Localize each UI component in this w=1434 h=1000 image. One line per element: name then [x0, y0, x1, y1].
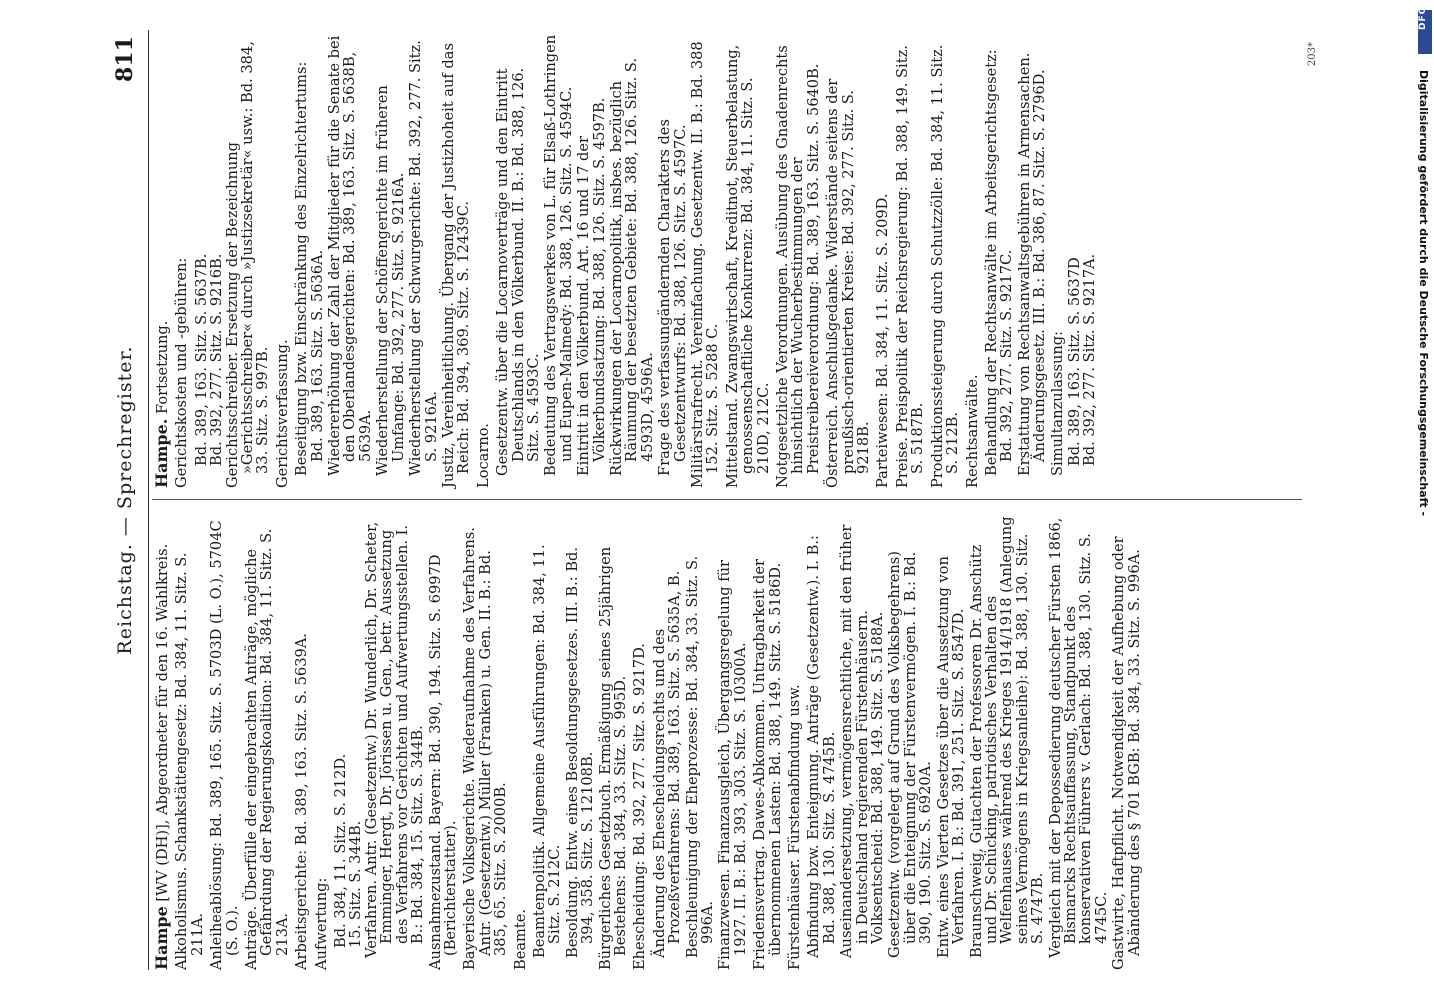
register-entry: Beamtenpolitik. Allgemeine Ausführungen: Bd. 384, 11. Sitz. S. 212C.: [530, 544, 564, 958]
register-entry: Abfindung bzw. Enteignung. Anträge (Gesetzentw.). I. B.: Bd. 388, 130. Sitz. S. 4745B.: [805, 535, 838, 958]
register-entry: Gerichtsschreiber. Ersetzung der Bezeichnung »Gerichtsschreiber« durch »Justizsekretär« usw.: Bd. 384, 33. Sitz. S. 997B.: [223, 41, 272, 488]
page-number: 811: [112, 36, 138, 82]
register-entry: Fürstenhäuser. Fürstenabfindung usw.: [786, 684, 804, 970]
register-entry: Österreich. Anschlußgedanke. Widerstände seitens der preußisch-orientierten Kreise: Bd. 392, 277. Sitz. S. 9218B.: [824, 78, 873, 488]
digitization-notice: Digitalisierung gefördert durch die Deutsche Forschungsgemeinschaft -: [1417, 70, 1430, 517]
register-entry: Militärstrafrecht. Vereinfachung. Gesetzentw. II. B.: Bd. 388 152. Sitz. S. 5288 C.: [689, 41, 722, 488]
register-entry: Aufwertung:: [312, 877, 330, 970]
register-entry: Bayerische Volksgerichte. Wiederaufnahme des Verfahrens. Antr. (Gesetzentw.) Müller (Franken) u. Gen. II. B.: Bd. 385, 65. Sitz. S. 2000B.: [461, 527, 510, 970]
register-entry: Änderung des Ehescheidungsrechts und des Prozeßverfahrens: Bd. 389, 163. Sitz. S. 5635A, B.: [650, 570, 684, 958]
register-entry: Wiedererhöhung der Zahl der Mitglieder für die Senate bei den Oberlandesgerichten: Bd. 389, 163. Sitz. S. 5638B, 5639A.: [326, 35, 374, 476]
register-entry: Besoldung. Entw. eines Besoldungsgesetzes. III. B.: Bd. 394, 358. Sitz. S. 12108B.: [563, 546, 597, 958]
register-entry: Friedensvertrag. Dawes-Abkommen. Untragbarkeit der übernommenen Lasten: Bd. 388, 149. Sitz. S. 5186D.: [751, 559, 784, 970]
register-entry: Gesetzentw. (vorgelegt auf Grund des Volksbegehrens) über die Enteignung der Fürstenvermögen. I. B.: Bd. 390, 190. Sitz. S. 6920A.: [886, 551, 935, 958]
register-entry: Wiederherstellung der Schwurgerichte: Bd. 392, 277. Sitz. S. 9216A.: [407, 40, 440, 476]
column-divider: [152, 499, 1302, 500]
entry-lead-name: Hampe: [152, 906, 171, 970]
register-entry: Notgesetzliche Verordnungen. Ausübung des Gnadenrechts hinsichtlich der Wucherbestimmungen der Preistreibereiverordnung: Bd. 389, 163. Sitz. S. 5640B.: [774, 45, 822, 488]
register-entry: Finanzwesen. Finanzausgleich, Übergangsregelung für 1927. II. B.: Bd. 393, 303. Sitz. S. 10300A.: [716, 560, 749, 970]
register-entry: Bd. 389, 163. Sitz. S. 5637B.: [192, 253, 210, 466]
register-entry: Entw. eines Vierten Gesetzes über die Aussetzung von Verfahren. I. B.: Bd. 391, 251. Sitz. S. 8547D.: [934, 556, 968, 958]
register-entry: Rechtsanwälte.: [963, 374, 981, 488]
register-entry: Arbeitsgerichte: Bd. 389, 163. Sitz. S. 5639A.: [293, 633, 311, 970]
register-entry: Frage des verfassungändernden Charakters des Gesetzentwurfs: Bd. 388, 126. Sitz. S. 4597C.: [656, 119, 689, 476]
register-entry: Verfahren. Antr. (Gesetzentw.) Dr. Wunderlich, Dr. Scheter, Emminger, Hergt, Dr. Jörissen u. Gen., betr. Aussetzung des Verfahrens vor Gerichten und Aufwertungsstellen. I. B.: Bd. 384, 15. Sitz. S. 344B.: [362, 521, 427, 958]
page-title: Reichstag. — Sprechregister.: [114, 345, 136, 655]
digitization-stamp: [1417, 6, 1432, 990]
register-entry: Bd. 384, 11. Sitz. S. 212D.: [332, 753, 350, 948]
left-column: [154, 515, 1146, 970]
register-entry: Hampe [WV (DH)], Abgeordneter für den 16. Wahlkreis.: [152, 543, 171, 970]
register-entry: Hampe. Fortsetzung.: [152, 320, 171, 488]
register-entry: Preise. Preispolitik der Reichsregierung: Bd. 388, 149. Sitz. S. 5187B.: [893, 45, 927, 488]
header-rule: [148, 30, 149, 970]
register-entry: Auseinandersetzung, vermögensrechtliche, mit den früher in Deutschland regierenden Fürstenhäusern. Volksentscheid: Bd. 388, 149. Sitz. S. 5188A.: [838, 524, 887, 958]
register-entry: Bürgerliches Gesetzbuch. Ermäßigung seines 25jährigen Bestehens: Bd. 384, 33. Sitz. S. 995D.: [596, 546, 629, 970]
register-entry: Bd. 389, 163. Sitz. S. 5637D: [1065, 257, 1083, 466]
register-entry: Gastwirte, Haftpflicht. Notwendigkeit der Aufhebung oder Abänderung des § 701 BGB: Bd. 384, 33. Sitz. S. 996A.: [1110, 536, 1143, 970]
entry-lead-name: Hampe.: [152, 418, 171, 488]
register-entry: Bd. 392, 277. Sitz. S. 9217A.: [1081, 253, 1099, 466]
register-entry: Produktionssteigerung durch Schutzzölle: Bd. 384, 11. Sitz. S. 212B.: [928, 44, 962, 488]
register-entry: Anleiheablösung: Bd. 389, 165. Sitz. S. 5703D (L. O.), 5704C (S. O.).: [208, 520, 241, 970]
register-entry: Vergleich mit der Depossedierung deutscher Fürsten 1866, Bismarcks Rechtsauffassung, Standpunkt des konservativen Führers v. Gerlach: Bd. 388, 130. Sitz. S. 4745C.: [1046, 517, 1110, 958]
register-entry: Anträge. Überfülle der eingebrachten Anträge, mögliche Gefährdung der Regierungskoalition: Bd. 384, 11. Sitz. S. 213A.: [243, 528, 291, 970]
register-entry: Gesetzentw. über die Locarnoverträge und den Eintritt Deutschlands in den Völkerbund. II. B.: Bd. 388, 126. Sitz. S. 4593C.: [494, 67, 542, 476]
register-entry: Gerichtsverfassung.: [273, 339, 291, 488]
register-entry: Braunschweig, Gutachten der Professoren Dr. Anschütz und Dr. Schücking, patriotisches Verhalten des Welfenhauses während des Krieges 1914/1918 (Anlegung seines Vermögens in Kriegsanleihe): Bd. 388, 130. Sitz. S. 4747B.: [967, 516, 1047, 958]
register-entry: Beschleunigung der Eheprozesse: Bd. 384, 33. Sitz. S. 996A.: [683, 555, 716, 958]
register-entry: Mittelstand. Zwangswirtschaft, Kreditnot, Steuerbelastung, genossenschaftliche Konkurrenz: Bd. 384, 11. Sitz. S. 210D, 212C.: [723, 44, 772, 488]
right-column: [154, 33, 1098, 488]
register-entry: Beamte.: [511, 908, 529, 970]
register-entry: Gerichtskosten und -gebühren:: [173, 257, 191, 488]
register-page: [110, 30, 1340, 970]
register-entry: Bedeutung des Vertragswerkes von L. für Elsaß-Lothringen und Eupen-Malmedy: Bd. 388, 126. Sitz. S. 4594C.: [542, 34, 575, 476]
register-entry: Simultanzulassung:: [1048, 330, 1066, 476]
register-entry: Wiederherstellung der Schöffengerichte im früheren Umfange: Bd. 392, 277. Sitz. S. 9216A.: [374, 85, 407, 476]
register-entry: Parteiwesen: Bd. 384, 11. Sitz. S. 209D.: [874, 193, 892, 488]
register-entry: 15. Sitz. S. 344B.: [347, 820, 365, 948]
register-entry: Beseitigung bzw. Einschränkung des Einzelrichtertums: Bd. 389, 163. Sitz. S. 5636A.: [293, 61, 326, 476]
register-entry: Ehescheidung: Bd. 392, 277. Sitz. S. 9217D.: [631, 643, 649, 970]
register-entry: Behandlung der Rechtsanwälte im Arbeitsgerichtsgesetz: Bd. 392, 277. Sitz. S. 9217C.: [982, 49, 1016, 476]
register-entry: Erstattung von Rechtsanwaltsgebühren in Armensachen. Änderungsgesetz. III. B.: Bd. 386, 87. Sitz. S. 2796D.: [1015, 52, 1049, 476]
page-header: [110, 30, 144, 970]
register-entry: Ausnahmezustand. Bayern: Bd. 390, 194. Sitz. S. 6997D (Berichterstatter).: [426, 554, 459, 970]
register-entry: Bd. 392, 277. Sitz. S. 9216B.: [208, 253, 226, 466]
register-entry: Eintritt in den Völkerbund. Art. 16 und 17 der Völkerbundsatzung: Bd. 388, 126. Sitz. S. 4597B.: [575, 97, 608, 476]
register-entry: Rückwirkungen der Locarnopolitik, insbes. bezüglich Räumung der besetzten Gebiete: Bd. 388, 126. Sitz. S. 4593D, 4596A.: [607, 57, 656, 476]
dfg-logo-text: DFG: [1418, 6, 1428, 31]
signature-mark: 203*: [1307, 42, 1318, 67]
dfg-logo: [1418, 6, 1432, 54]
register-entry: Alkoholismus. Schankstättengesetz: Bd. 384, 11. Sitz. S. 211A.: [173, 552, 206, 970]
register-entry: Justiz, Vereinheitlichung. Übergang der Justizhoheit auf das Reich: Bd. 394, 369. Sitz. S. 12439C.: [439, 43, 473, 488]
register-entry: Locarno.: [474, 423, 492, 488]
